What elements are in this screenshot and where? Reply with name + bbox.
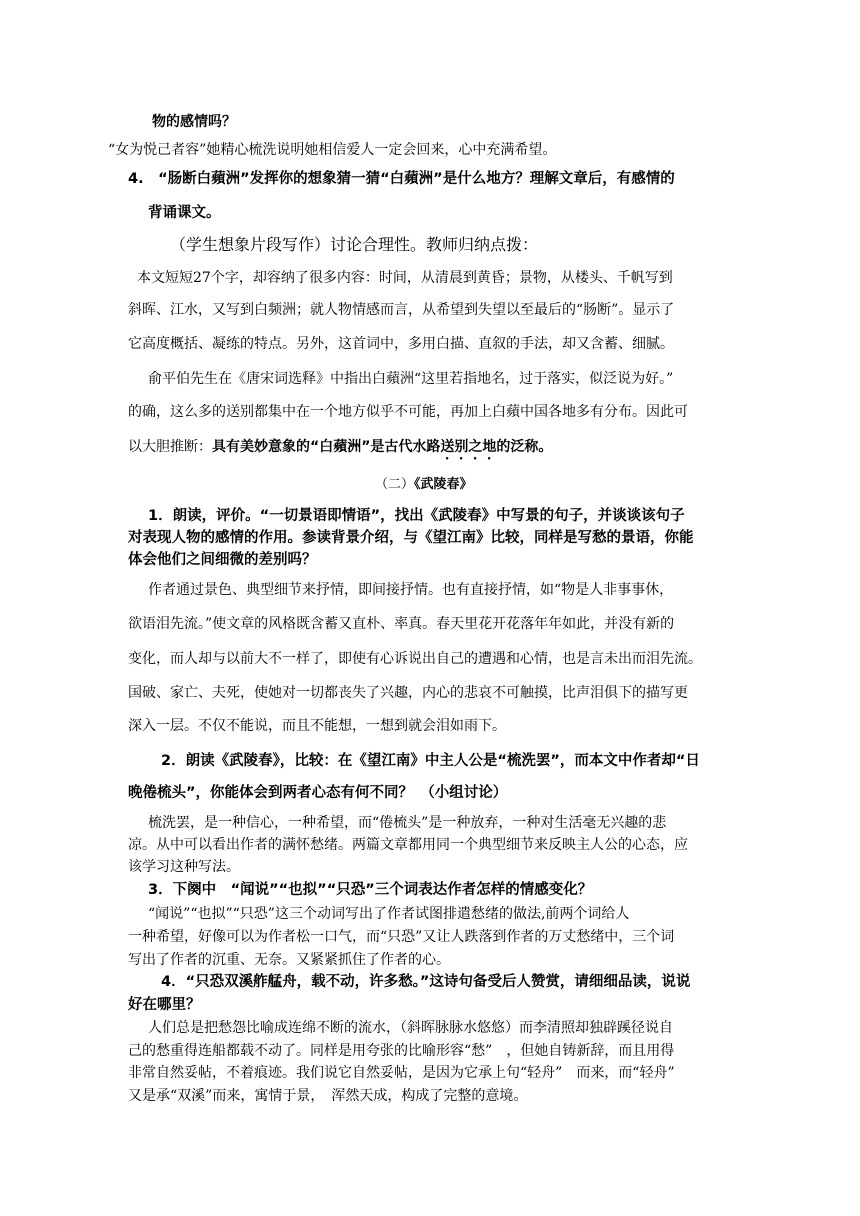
conclusion-emphasis: 送别之地 [440,439,497,455]
question-2-line: 2．朗读《武陵春》，比较：在《望江南》中主人公是“梳洗罢”，而本文中作者却“日 [161,753,700,769]
answer-text: 作者通过景色、典型细节来抒情，即间接抒情。也有直接抒情，如“物是人非事事休， [148,582,674,598]
question-4b-line: 好在哪里？ [128,997,201,1013]
section-number: （二） [375,477,415,492]
answer-text: “闻说”“也拟”“只恐”这三个动词写出了作者试图排遣愁绪的做法,前两个词给人 [148,906,630,922]
answer-text: 本文短短27个字，却容纳了很多内容：时间，从清晨到黄昏；景物，从楼头、千帆写到 [137,270,673,286]
question-1-line: 体会他们之间细微的差别吗？ [128,552,317,568]
question-4b-line: 4．“只恐双溪舴艋舟，载不动，许多愁。”这诗句备受后人赞赏，请细细品读，说说 [161,974,691,990]
section-title: 《武陵春》 [414,477,473,492]
answer-text: 该学习这种写法。 [128,859,240,875]
question-4-line: 背诵课文。 [148,205,221,221]
answer-text: 又是承“双溪”而来，寓情于景， 浑然天成，构成了完整的意境。 [128,1088,528,1104]
question-tail: 物的感情吗？ [152,114,236,130]
answer-text: 国破、家亡、夫死，使她对一切都丧失了兴趣，内心的悲哀不可触摸，比声泪俱下的描写更 [128,685,688,701]
answer-text: 变化，而人却与以前大不一样了，即使有心诉说出自己的遭遇和心情，也是言未出而泪先流。 [128,651,702,667]
question-3-line: 3．下阕中 “闻说”“也拟”“只恐”三个词表达作者怎样的情感变化？ [148,882,593,898]
answer-text: 写出了作者的沉重、无奈。又紧紧抓住了作者的心。 [128,952,450,968]
question-2-line: 晚倦梳头”，你能体会到两者心态有何不同？ （小组讨论） [128,785,508,801]
answer-text: 凉。从中可以看出作者的满怀愁绪。两篇文章都用同一个典型细节来反映主人公的心态，应 [128,837,688,853]
question-1-line: 对表现人物的感情的作用。参读背景介绍，与《望江南》比较，同样是写愁的景语，你能 [128,530,694,546]
answer-text: 一种希望，好像可以为作者松一口气，而“只恐”又让人跌落到作者的万丈愁绪中，三个词 [128,929,675,945]
teacher-note: （学生想象片段写作）讨论合理性。教师归纳点拨： [170,235,539,254]
answer-text: 它高度概括、凝练的特点。另外，这首词中，多用白描、直叙的手法，却又含蓄、细腻。 [128,336,674,352]
question-1-line: 1．朗读，评价。“一切景语即情语”，找出《武陵春》中写景的句子，并谈谈该句子 [148,508,685,524]
answer-text: 俞平伯先生在《唐宋词选释》中指出白蘋洲“这里若指地名，过于落实，似泛说为好。” [148,371,674,387]
answer-text: 的确，这么多的送别都集中在一个地方似乎不可能，再加上白蘋中国各地多有分布。因此可 [128,404,688,420]
answer-text: 梳洗罢，是一种信心，一种希望，而“倦梳头”是一种放弃，一种对生活毫无兴趣的悲 [148,815,667,831]
conclusion-end: 的泛称。 [496,439,553,455]
question-4-line: 4. “肠断白蘋洲”发挥你的想象猜一猜“白蘋洲”是什么地方？理解文章后，有感情的 [128,171,675,187]
conclusion-bold: 具有美妙意象的“白蘋洲”是古代水路 [212,439,441,455]
answer-text: 己的愁重得连船都载不动了。同样是用夸张的比喻形容“愁” ，但她自铸新辞，而且用得 [128,1043,675,1059]
answer-text: 深入一层。不仅不能说，而且不能想，一想到就会泪如雨下。 [128,718,506,734]
answer-text: 斜晖、江水，又写到白频洲；就人物情感而言，从希望到失望以至最后的“肠断”。显示了 [128,302,675,318]
answer-text: 欲语泪先流。”使文章的风格既含蓄又直朴、率真。春天里花开花落年年如此，并没有新的 [128,616,675,632]
section-heading [375,478,473,491]
conclusion-line [128,439,552,463]
answer-text: 非常自然妥帖，不着痕迹。我们说它自然妥帖，是因为它承上句“轻舟” 而来，而“轻舟” [128,1065,675,1081]
answer-text: “女为悦己者容”她精心梳洗说明她相信爱人一定会回来，心中充满希望。 [108,142,557,158]
conclusion-prefix: 以大胆推断： [128,439,212,455]
answer-text: 人们总是把愁怨比喻成连绵不断的流水，（斜晖脉脉水悠悠）而李清照却独辟蹊径说自 [148,1020,673,1036]
